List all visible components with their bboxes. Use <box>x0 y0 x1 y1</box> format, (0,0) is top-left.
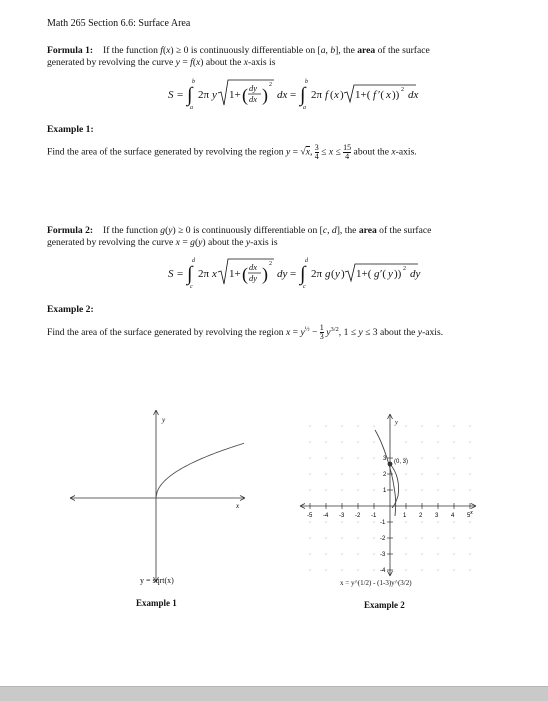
grid-dot <box>453 489 454 490</box>
grid-dot <box>373 489 374 490</box>
grid-dot <box>357 553 358 554</box>
svg-text:1+(: 1+( <box>355 89 371 101</box>
grid-dot <box>309 457 310 458</box>
svg-text:): ) <box>340 89 344 101</box>
grid-dot <box>325 425 326 426</box>
grid-dot <box>469 425 470 426</box>
svg-text:dy: dy <box>249 273 258 283</box>
svg-text:x: x <box>212 268 217 280</box>
svg-text:2π: 2π <box>311 268 323 280</box>
svg-text:g: g <box>325 268 331 280</box>
figure2-y-axis-label: y <box>395 419 398 426</box>
grid-dot <box>357 569 358 570</box>
grid-dot <box>453 425 454 426</box>
svg-text:1+(: 1+( <box>356 268 372 280</box>
grid-dot <box>341 537 342 538</box>
grid-dot <box>405 569 406 570</box>
svg-text:=: = <box>290 89 297 101</box>
figure1-curve-label: y = sqrt(x) <box>140 576 174 585</box>
svg-text:∫: ∫ <box>300 84 306 106</box>
grid-dot <box>437 457 438 458</box>
grid-dot <box>325 553 326 554</box>
grid-dot <box>309 489 310 490</box>
grid-dot <box>437 537 438 538</box>
grid-dot <box>325 489 326 490</box>
grid-dot <box>453 457 454 458</box>
svg-text:1+: 1+ <box>229 268 241 280</box>
grid-dot <box>421 553 422 554</box>
grid-dot <box>405 537 406 538</box>
grid-dot <box>309 537 310 538</box>
svg-text:dx: dx <box>277 89 288 101</box>
svg-text:2π: 2π <box>198 268 210 280</box>
svg-text:2: 2 <box>403 266 406 272</box>
grid-dot <box>453 441 454 442</box>
grid-dot <box>309 473 310 474</box>
example2-label: Example 2: <box>47 304 94 315</box>
x-tick-label: 3 <box>435 513 439 519</box>
grid-dot <box>453 521 454 522</box>
svg-text:dx: dx <box>249 262 258 272</box>
grid-dot <box>405 553 406 554</box>
grid-dot <box>469 489 470 490</box>
grid-dot <box>373 441 374 442</box>
svg-text:x: x <box>334 89 339 101</box>
svg-text:∫: ∫ <box>187 263 193 285</box>
formula2-equation-graphic <box>168 255 428 295</box>
grid-dot <box>357 457 358 458</box>
grid-dot <box>309 521 310 522</box>
svg-text:2π: 2π <box>311 89 323 101</box>
grid-dot <box>341 457 342 458</box>
grid-dot <box>405 473 406 474</box>
figure2-x-axis-label: x <box>470 509 473 516</box>
formula2-label: Formula 2: <box>47 225 94 236</box>
grid-dot <box>341 553 342 554</box>
svg-text:S: S <box>168 268 174 280</box>
svg-text:S: S <box>168 89 174 101</box>
grid-dot <box>341 425 342 426</box>
y-tick-label: 2 <box>383 472 387 478</box>
x-tick-label: 5 <box>467 513 471 519</box>
figure2-graph <box>300 410 500 590</box>
grid-dot <box>469 521 470 522</box>
grid-dot <box>421 537 422 538</box>
svg-text:dy: dy <box>410 268 421 280</box>
grid-dot <box>373 457 374 458</box>
grid-dot <box>325 457 326 458</box>
svg-text:): ) <box>262 85 268 105</box>
example1-label: Example 1: <box>47 124 94 135</box>
grid-dot <box>341 473 342 474</box>
grid-dot <box>325 473 326 474</box>
svg-text:g: g <box>374 268 380 280</box>
svg-text:∫: ∫ <box>300 263 306 285</box>
grid-dot <box>421 473 422 474</box>
x-tick-label: -1 <box>371 513 377 519</box>
grid-dot <box>421 425 422 426</box>
y-tick-label: -4 <box>380 568 386 574</box>
figure1-caption: Example 1 <box>136 598 177 608</box>
figure2-curve-label: x = y^(1/2) - (1-3)y^(3/2) <box>340 579 412 587</box>
figure2-ticks <box>307 456 471 574</box>
y-tick-label: 1 <box>383 488 387 494</box>
grid-dot <box>357 473 358 474</box>
formula2-text-line1-visible: If the function g(y) ≥ 0 is continuously differentiable on [c, d], the area of the surface <box>103 225 432 236</box>
example1-text: Find the area of the surface generated by revolving the region y = √x, $\frac{3}{4}$ ≤ x ≤ $\frac{15}{4}$ about the x-axis. <box>47 143 417 161</box>
svg-text:=: = <box>177 89 184 101</box>
grid-dot <box>437 425 438 426</box>
grid-dot <box>405 489 406 490</box>
x-tick-label: 1 <box>403 513 407 519</box>
grid-dot <box>469 457 470 458</box>
grid-dot <box>357 537 358 538</box>
formula1-equation-graphic <box>168 76 428 116</box>
svg-text:2π: 2π <box>198 89 210 101</box>
svg-text:f: f <box>373 89 377 101</box>
grid-dot <box>453 537 454 538</box>
grid-dot <box>405 441 406 442</box>
x-tick-label: 2 <box>419 513 423 519</box>
viewer-bottom-bar <box>0 686 548 701</box>
grid-dot <box>341 569 342 570</box>
grid-dot <box>453 569 454 570</box>
figure1-sqrt-curve <box>156 443 244 498</box>
svg-text:2: 2 <box>269 261 272 267</box>
formula2-line1 <box>47 225 432 237</box>
svg-text:d: d <box>305 258 308 264</box>
svg-text:f: f <box>325 89 329 101</box>
svg-text:dy: dy <box>249 83 258 93</box>
figure1-y-axis-label: y <box>162 416 166 424</box>
grid-dot <box>373 425 374 426</box>
grid-dot <box>373 537 374 538</box>
x-tick-label: -3 <box>339 513 345 519</box>
grid-dot <box>325 569 326 570</box>
svg-text:2: 2 <box>401 87 404 93</box>
svg-text:a: a <box>303 105 306 111</box>
grid-dot <box>437 441 438 442</box>
x-tick-label: 4 <box>451 513 455 519</box>
formula1-line1 <box>47 45 430 57</box>
svg-text:c: c <box>303 284 306 290</box>
svg-text:dy: dy <box>277 268 288 280</box>
grid-dot <box>405 425 406 426</box>
svg-text:a: a <box>190 105 193 111</box>
grid-dot <box>357 521 358 522</box>
svg-text:dx: dx <box>249 94 258 104</box>
grid-dot <box>373 569 374 570</box>
svg-text:dx: dx <box>408 89 419 101</box>
svg-text:): ) <box>262 264 268 284</box>
y-tick-label: 3 <box>383 456 387 462</box>
grid-dot <box>437 553 438 554</box>
svg-text:(: ( <box>331 268 335 280</box>
y-tick-label: -1 <box>380 520 386 526</box>
grid-dot <box>437 569 438 570</box>
svg-text:d: d <box>192 258 195 264</box>
grid-dot <box>309 425 310 426</box>
grid-dot <box>325 537 326 538</box>
grid-dot <box>325 521 326 522</box>
grid-dot <box>469 441 470 442</box>
y-tick-label: -3 <box>380 552 386 558</box>
grid-dot <box>405 521 406 522</box>
svg-text:2: 2 <box>269 82 272 88</box>
svg-text:∫: ∫ <box>187 84 193 106</box>
grid-dot <box>325 441 326 442</box>
grid-dot <box>469 569 470 570</box>
formula1-text-line1-visible: If the function f(x) ≥ 0 is continuously differentiable on [a, b], the area of the surface <box>103 45 430 56</box>
example2-text: Find the area of the surface generated by revolving the region $x = y^{\frac{1}{2}}$ − $\frac{1}{3}$ $y^{3/2}$, 1 ≤ y ≤ 3 about the y-axis. <box>47 323 444 342</box>
svg-text:y: y <box>212 89 217 101</box>
svg-text:b: b <box>305 79 308 85</box>
figure2-caption: Example 2 <box>364 600 405 610</box>
svg-text:′(: ′( <box>380 268 387 280</box>
svg-text:b: b <box>192 79 195 85</box>
grid-dot <box>357 425 358 426</box>
grid-dot <box>421 489 422 490</box>
grid-dot <box>453 553 454 554</box>
x-tick-label: -4 <box>323 513 329 519</box>
svg-text:(: ( <box>330 89 334 101</box>
grid-dot <box>357 441 358 442</box>
svg-text:)): )) <box>394 268 402 280</box>
grid-dot <box>437 473 438 474</box>
svg-text:(: ( <box>242 264 248 284</box>
grid-dot <box>373 473 374 474</box>
figure2-point-label: (0, 3) <box>394 459 409 465</box>
svg-text:=: = <box>177 268 184 280</box>
svg-text:y: y <box>388 268 393 280</box>
svg-text:x: x <box>386 89 391 101</box>
grid-dot <box>421 569 422 570</box>
grid-dot <box>437 489 438 490</box>
grid-dot <box>453 473 454 474</box>
grid-dot <box>373 553 374 554</box>
grid-dot <box>341 521 342 522</box>
grid-dot <box>309 441 310 442</box>
grid-dot <box>309 553 310 554</box>
svg-text:(: ( <box>242 85 248 105</box>
grid-dot <box>469 473 470 474</box>
grid-dot <box>357 489 358 490</box>
y-tick-label: -2 <box>380 536 386 542</box>
x-tick-label: -5 <box>307 513 313 519</box>
svg-text:): ) <box>341 268 345 280</box>
grid-dot <box>421 457 422 458</box>
svg-text:c: c <box>190 284 193 290</box>
grid-dot <box>421 441 422 442</box>
svg-text:)): )) <box>392 89 400 101</box>
formula1-label: Formula 1: <box>47 45 94 56</box>
figure1-graph <box>70 410 270 590</box>
svg-text:′(: ′( <box>378 89 385 101</box>
grid-dot <box>341 441 342 442</box>
formula1-line2: generated by revolving the curve y = f(x) about the x-axis is <box>47 57 276 68</box>
grid-dot <box>469 553 470 554</box>
svg-text:1+: 1+ <box>229 89 241 101</box>
figure1-x-axis-label: x <box>236 502 240 510</box>
grid-dot <box>469 537 470 538</box>
svg-text:y: y <box>335 268 340 280</box>
x-tick-label: -2 <box>355 513 361 519</box>
document-title: Math 265 Section 6.6: Surface Area <box>47 18 191 29</box>
grid-dot <box>421 521 422 522</box>
figure2-point <box>388 462 393 467</box>
grid-dot <box>437 521 438 522</box>
grid-dot <box>373 521 374 522</box>
svg-text:=: = <box>290 268 297 280</box>
grid-dot <box>309 569 310 570</box>
formula2-line2: generated by revolving the curve x = g(y) about the y-axis is <box>47 237 278 248</box>
grid-dot <box>341 489 342 490</box>
